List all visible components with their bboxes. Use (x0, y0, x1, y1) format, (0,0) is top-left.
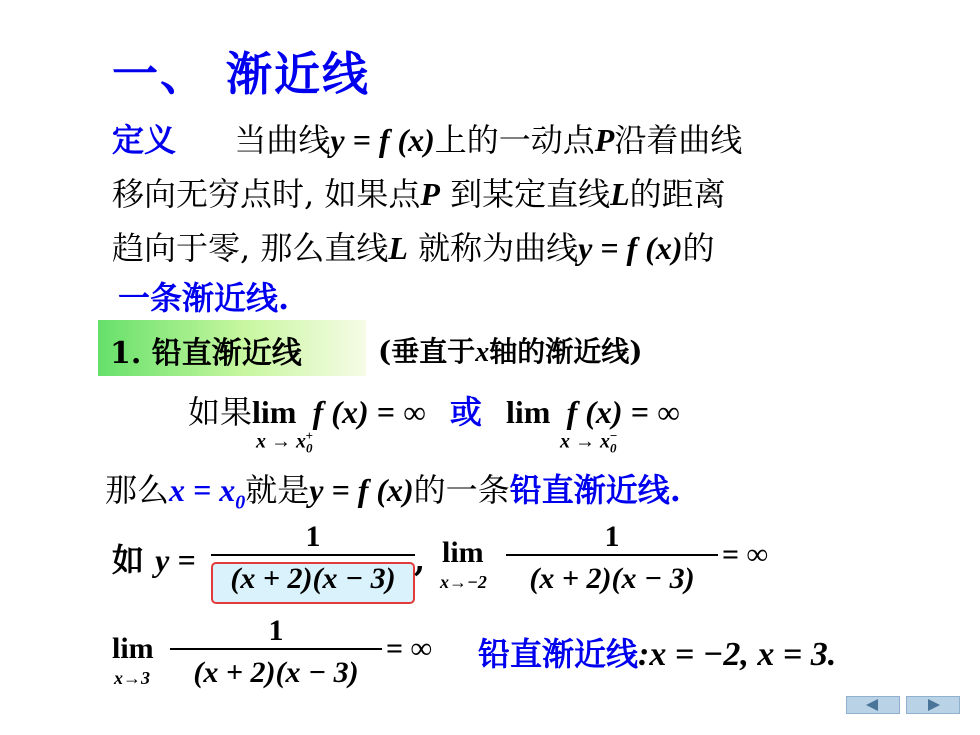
fraction-limit-1 (506, 520, 718, 596)
point-symbol: P (594, 122, 615, 158)
limit-expression: f (x) = ∞ (312, 394, 426, 430)
next-slide-button[interactable] (906, 696, 960, 714)
answer-values: :x = −2, x = 3. (638, 636, 837, 673)
definition-term: 一条渐近线. (118, 279, 290, 317)
limit-subscript-text: x → x (256, 430, 306, 453)
limit-subscript (256, 428, 313, 457)
line-symbol: L (610, 176, 630, 212)
fraction-denominator: (x + 2)(x − 3) (529, 562, 695, 595)
fraction-numerator: 1 (305, 520, 321, 553)
lim-operator: lim (112, 632, 154, 665)
section-note (378, 330, 643, 370)
subscript-sign: − (609, 428, 618, 443)
section-note-text: 轴的渐近线) (489, 335, 643, 368)
lim-operator: lim (506, 394, 551, 430)
definition-text: 就称为曲线 (407, 229, 579, 267)
asymptote-equation (169, 472, 246, 514)
asymptote-equation-text: x = x (169, 472, 236, 508)
limit-subscript: x→−2 (440, 572, 487, 592)
definition-label: 定义 (112, 121, 177, 159)
subscript-index: 0 (306, 440, 313, 456)
curve-equation: y = f (x) (309, 472, 414, 508)
arrow-right-icon (928, 699, 940, 711)
curve-equation: y = f (x) (578, 230, 683, 266)
fraction-denominator: (x + 2)(x − 3) (230, 562, 396, 595)
definition-text: 的距离 (629, 175, 726, 213)
definition-line-2 (112, 174, 726, 214)
fraction-definition (211, 520, 415, 596)
example-prefix (112, 540, 196, 580)
asymptote-term: 铅直渐近线. (509, 471, 681, 509)
limit-subscript-text: x → x (560, 430, 610, 453)
conclusion-line (105, 470, 681, 522)
lim-operator: lim (252, 394, 297, 430)
conclusion-prefix: 那么 (105, 471, 170, 509)
definition-text: 趋向于零, 那么直线 (112, 229, 389, 267)
definition-text: 移向无穷点时, 如果点 (112, 175, 421, 213)
x-symbol: x (475, 337, 490, 368)
definition-text: 的 (682, 229, 715, 267)
subscript-index: 0 (610, 440, 617, 456)
example-prefix-text: 如 (112, 541, 145, 579)
condition-prefix: 如果 (188, 393, 253, 431)
curve-equation: y = f (x) (330, 122, 435, 158)
fraction-limit-2 (170, 614, 382, 690)
definition-text: 沿着曲线 (614, 121, 743, 159)
limit-subscript: x→3 (114, 668, 150, 688)
limit-result: = ∞ (722, 538, 768, 571)
page-title: 一、 渐近线 (112, 47, 371, 101)
prev-slide-button[interactable] (846, 696, 900, 714)
definition-text: 到某定直线 (439, 175, 611, 213)
definition-text: 上的一动点 (434, 121, 595, 159)
comma: , (414, 541, 426, 579)
definition-line-1 (112, 120, 742, 160)
subscript-sign: + (305, 428, 313, 443)
conclusion-text: 就是 (245, 471, 310, 509)
fraction-numerator: 1 (268, 614, 284, 647)
limit-subscript (560, 428, 617, 457)
limit-result: = ∞ (386, 632, 432, 665)
point-symbol: P (420, 176, 440, 212)
section-title: 1. 铅直渐近线 (110, 336, 302, 371)
answer-line (478, 634, 836, 675)
fraction-denominator: (x + 2)(x − 3) (193, 656, 359, 689)
section-note-text: (垂直于 (378, 335, 476, 368)
fraction-bar (506, 554, 718, 556)
subscript-index: 0 (235, 491, 246, 514)
answer-label: 铅直渐近线 (478, 635, 639, 673)
definition-text: 当曲线 (234, 121, 331, 159)
condition-line (188, 392, 680, 432)
fraction-numerator: 1 (604, 520, 620, 553)
definition-line-3 (112, 228, 715, 268)
fraction-bar (170, 648, 382, 650)
or-word: 或 (449, 393, 482, 431)
line-symbol: L (388, 230, 408, 266)
y-equals: y = (155, 542, 196, 578)
conclusion-text: 的一条 (413, 471, 510, 509)
limit-expression: f (x) = ∞ (566, 394, 680, 430)
lim-operator: lim (442, 536, 484, 569)
fraction-bar (211, 554, 415, 556)
arrow-left-icon (866, 699, 878, 711)
